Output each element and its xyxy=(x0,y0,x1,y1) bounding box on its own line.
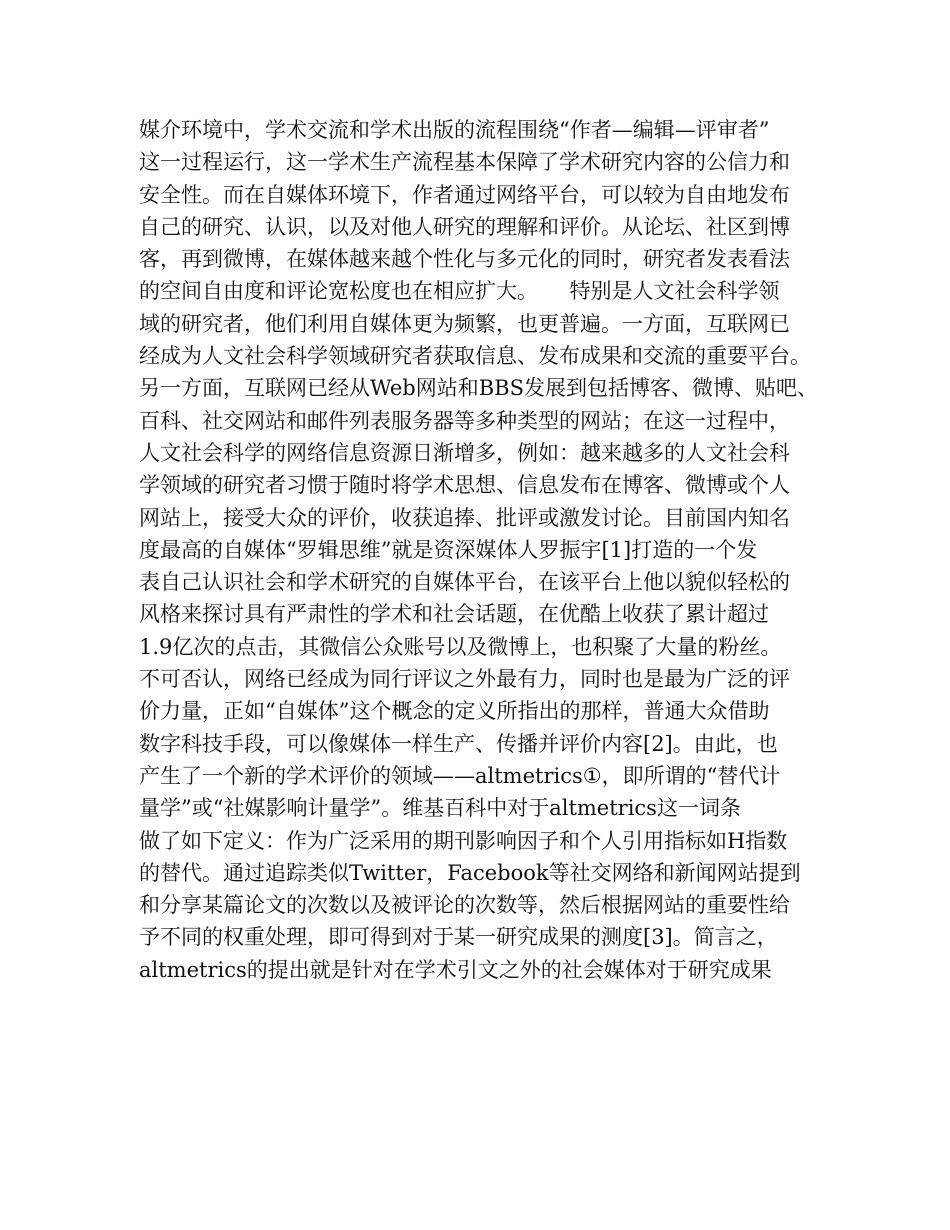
text-line-22: 量学”或“社媒影响计量学”。维基百科中对于altmetrics这一词条 xyxy=(139,796,741,821)
text-line-1: 媒介环境中，学术交流和学术出版的流程围绕“作者—编辑—评审者” xyxy=(139,118,770,142)
text-line-8: 经成为人文社会科学领域研究者获取信息、发布成果和交流的重要平台。 xyxy=(139,344,811,369)
text-line-24: 的替代。通过追踪类似Twitter，Facebook等社交网络和新闻网站提到 xyxy=(139,860,801,885)
text-line-3: 安全性。而在自媒体环境下，作者通过网络平台，可以较为自由地发布 xyxy=(139,182,790,207)
text-line-14: 度最高的自媒体“罗辑思维”就是资深媒体人罗振宇[1]打造的一个发 xyxy=(139,537,758,562)
text-line-23: 做了如下定义：作为广泛采用的期刊影响因子和个人引用指标如H指数 xyxy=(139,828,788,853)
text-line-12: 学领域的研究者习惯于随时将学术思想、信息发布在博客、微博或个人 xyxy=(139,473,790,498)
text-line-6: 的空间自由度和评论宽松度也在相应扩大。 特别是人文社会科学领 xyxy=(139,279,780,304)
text-line-18: 不可否认，网络已经成为同行评议之外最有力，同时也是最为广泛的评 xyxy=(139,667,790,692)
body-text xyxy=(139,114,839,986)
text-line-25: 和分享某篇论文的次数以及被评论的次数等，然后根据网站的重要性给 xyxy=(139,893,790,918)
text-line-15: 表自己认识社会和学术研究的自媒体平台，在该平台上他以貌似轻松的 xyxy=(139,570,790,595)
text-line-5: 客，再到微博，在媒体越来越个性化与多元化的同时，研究者发表看法 xyxy=(139,247,790,272)
text-line-9: 另一方面，互联网已经从Web网站和BBS发展到包括博客、微博、贴吧、 xyxy=(139,376,818,401)
text-line-16: 风格来探讨具有严肃性的学术和社会话题，在优酷上收获了累计超过 xyxy=(139,602,769,627)
text-line-17: 1.9亿次的点击，其微信公众账号以及微博上，也积聚了大量的粉丝。 xyxy=(139,634,782,659)
text-line-2: 这一过程运行，这一学术生产流程基本保障了学术研究内容的公信力和 xyxy=(139,150,790,175)
text-line-19: 价力量，正如“自媒体”这个概念的定义所指出的那样，普通大众借助 xyxy=(139,699,770,724)
text-line-10: 百科、社交网站和邮件列表服务器等多种类型的网站；在这一过程中， xyxy=(139,408,790,433)
text-line-11: 人文社会科学的网络信息资源日渐增多，例如：越来越多的人文社会科 xyxy=(139,440,790,465)
text-line-4: 自己的研究、认识，以及对他人研究的理解和评价。从论坛、社区到博 xyxy=(139,214,790,239)
text-line-21: 产生了一个新的学术评价的领域——altmetrics①，即所谓的“替代计 xyxy=(139,763,781,788)
text-line-20: 数字科技手段，可以像媒体一样生产、传播并评价内容[2]。由此，也 xyxy=(139,731,778,756)
text-line-26: 予不同的权重处理，即可得到对于某一研究成果的测度[3]。简言之， xyxy=(139,925,778,950)
text-line-27: altmetrics的提出就是针对在学术引文之外的社会媒体对于研究成果 xyxy=(139,957,772,982)
text-line-7: 域的研究者，他们利用自媒体更为频繁，也更普遍。一方面，互联网已 xyxy=(139,311,790,336)
text-line-13: 网站上，接受大众的评价，收获追捧、批评或激发讨论。目前国内知名 xyxy=(139,505,790,530)
